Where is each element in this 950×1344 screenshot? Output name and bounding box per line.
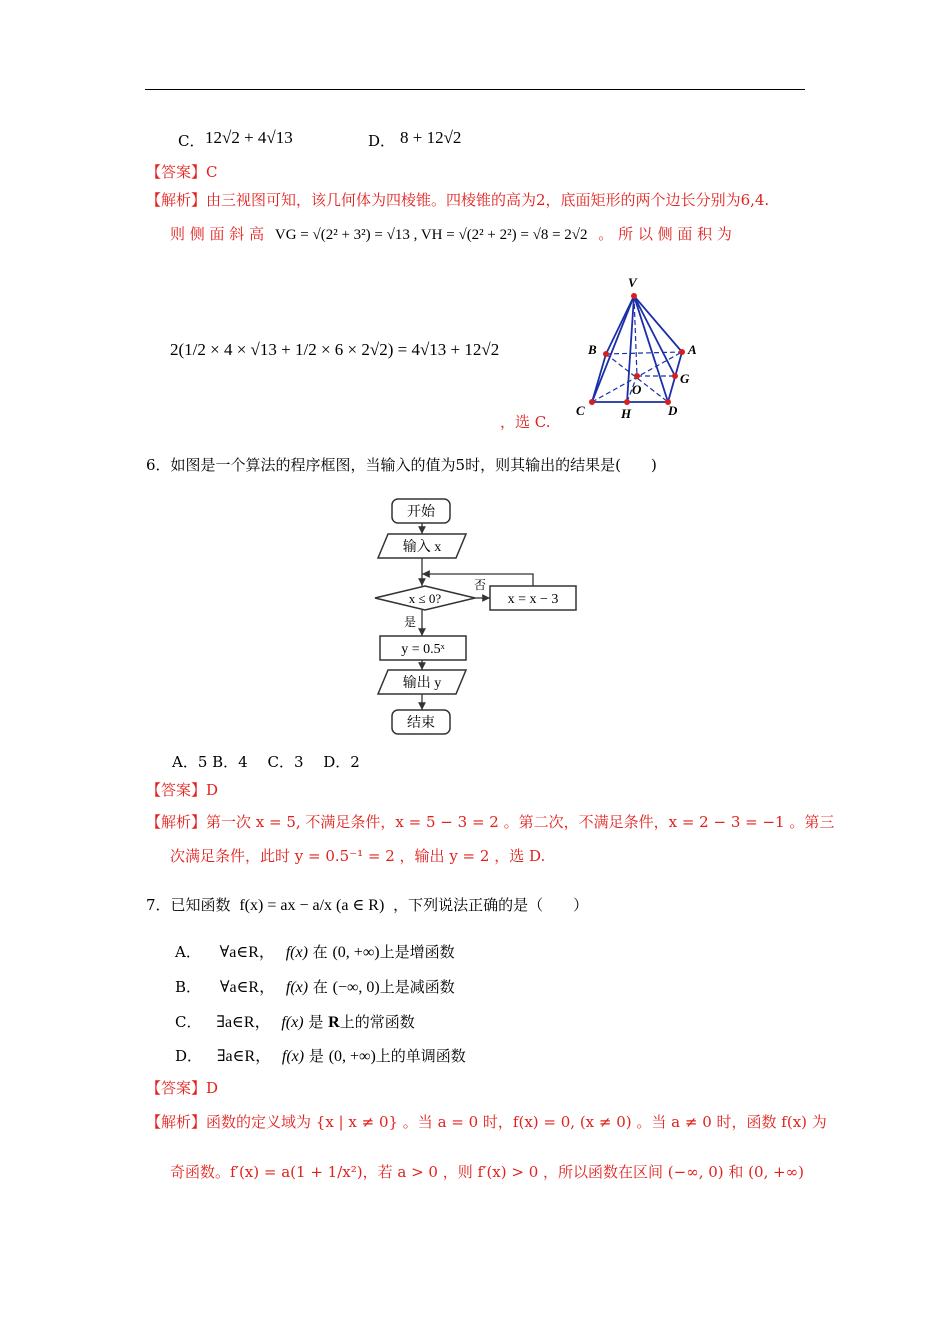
q6-answer: [146, 780, 218, 800]
label-a: A: [688, 342, 697, 357]
answer-tag: 【答案】: [146, 163, 207, 181]
flow-end-text: 结束: [407, 716, 435, 731]
flow-yes-label: 是: [403, 615, 417, 629]
answer-value: D: [206, 781, 219, 799]
answer-value: C: [206, 163, 218, 181]
q7-function-formula: f(x) = ax − a/x (a ∈ R): [239, 897, 385, 914]
q5-conclusion: ，选 C.: [500, 413, 551, 431]
option-quantifier: ∃a∈R，: [216, 1048, 272, 1065]
option-text2: 上的常函数: [339, 1013, 415, 1031]
label-o: O: [632, 382, 642, 397]
option-text2: 上的单调函数: [375, 1047, 466, 1065]
q7-option-a: [175, 942, 455, 963]
option-quantifier: ∀a∈R，: [219, 979, 276, 996]
q5-answer: [146, 162, 218, 182]
flow-update-text: x = x − 3: [507, 592, 559, 607]
option-label: C．: [175, 1013, 202, 1031]
point-a: [679, 349, 685, 355]
option-quantifier: ∃a∈R，: [216, 1014, 271, 1031]
q7-question-post: ，下列说法正确的是（ ）: [393, 896, 589, 914]
q7-option-d: [175, 1046, 466, 1067]
option-text1: 是: [308, 1013, 324, 1031]
slant-height-formula: VG = √(2² + 3²) = √13 , VH = √(2² + 2²) = √8 = 2√2: [274, 227, 588, 243]
option-text2: 上是减函数: [379, 978, 455, 996]
option-function: f(x): [281, 1014, 304, 1031]
q7-analysis-line2: 奇函数。f′(x) = a(1 + 1/x²)，若 a > 0 ，则 f′(x) > 0 ，所以函数在区间 (−∞, 0) 和 (0, +∞): [170, 1163, 805, 1181]
answer-value: D: [206, 1079, 219, 1097]
q7-option-b: [175, 977, 455, 998]
q5-option-d-label: D．: [368, 132, 396, 150]
flowchart: [370, 494, 585, 744]
point-h: [624, 399, 630, 405]
option-function: f(x): [285, 979, 309, 996]
label-b: B: [588, 342, 597, 357]
analysis-text: 由三视图可知，该几何体为四棱锥。四棱锥的高为2，底面矩形的两个边长分别为6,4.: [206, 191, 770, 209]
analysis-text: 第一次 x = 5, 不满足条件，x = 5 − 3 = 2 。第二次，不满足条件，x = 2 − 3 = −1 。第三: [206, 813, 835, 831]
option-label: B．: [175, 978, 202, 996]
option-label: D．: [175, 1047, 203, 1065]
label-h: H: [621, 406, 632, 421]
q5-option-d-value: [400, 128, 461, 148]
option-text2: 上是增函数: [379, 943, 455, 961]
label-v: V: [628, 275, 637, 290]
option-interval: (0, +∞): [328, 1048, 376, 1065]
option-interval: R: [328, 1014, 340, 1031]
flow-input-text: 输入 x: [402, 540, 442, 555]
option-text1: 在: [312, 978, 328, 996]
q5-area-formula: 2(1/2 × 4 × √13 + 1/2 × 6 × 2√2) = 4√13 + 12√2: [170, 340, 500, 359]
flow-output-text: 输出 y: [402, 676, 442, 691]
q7-answer: [146, 1078, 218, 1098]
option-quantifier: ∀a∈R，: [219, 944, 275, 961]
q5-option-d-formula: 8 + 12√2: [400, 128, 462, 147]
q5-option-c-value: [205, 128, 293, 148]
q5-option-c-label: C．: [178, 132, 205, 150]
option-label: A．: [175, 943, 201, 961]
flow-no-label: 否: [473, 578, 487, 592]
q5-option-c-formula: 12√2 + 4√13: [205, 128, 293, 147]
label-c: C: [576, 403, 585, 418]
option-function: f(x): [285, 944, 308, 961]
option-interval: (−∞, 0): [332, 979, 380, 996]
point-v: [631, 293, 637, 299]
point-c: [589, 399, 595, 405]
pyramid-figure: [570, 272, 710, 422]
option-text1: 是: [308, 1047, 324, 1065]
analysis-tag: 【解析】: [146, 191, 207, 209]
answer-tag: 【答案】: [146, 781, 207, 799]
option-function: f(x): [281, 1048, 305, 1065]
analysis-tag: 【解析】: [146, 813, 207, 831]
point-g: [672, 373, 678, 379]
q7-option-c: [175, 1012, 415, 1033]
analysis-tag: 【解析】: [146, 1113, 207, 1131]
q5-analysis-line1: [146, 190, 769, 210]
answer-tag: 【答案】: [146, 1079, 207, 1097]
analysis-text: 函数的定义域为 {x | x ≠ 0} 。当 a = 0 时，f(x) = 0, (x ≠ 0) 。当 a ≠ 0 时，函数 f(x) 为: [206, 1113, 827, 1131]
analysis-pre: 则 侧 面 斜 高: [170, 225, 265, 243]
point-b: [603, 351, 609, 357]
point-o: [634, 373, 640, 379]
flow-compute-text: y = 0.5ˣ: [401, 642, 445, 657]
q6-question: 6．如图是一个算法的程序框图，当输入的值为5时，则其输出的结果是( ): [146, 456, 657, 474]
option-text1: 在: [312, 943, 328, 961]
q7-question: [146, 895, 588, 916]
flow-start-text: 开始: [407, 505, 435, 520]
label-g: G: [680, 371, 690, 386]
analysis-post: 。 所 以 侧 面 积 为: [598, 225, 732, 243]
q7-question-pre: 7．已知函数: [146, 896, 231, 914]
q6-analysis-line2: 次满足条件，此时 y = 0.5⁻¹ = 2 ，输出 y = 2 ，选 D.: [170, 847, 546, 865]
flow-condition-text: x ≤ 0?: [408, 591, 442, 606]
q7-analysis-line1: [146, 1112, 827, 1132]
header-rule: [145, 89, 805, 90]
q5-analysis-line2: [170, 224, 732, 245]
q6-analysis-line1: [146, 812, 834, 832]
q6-options: A．5 B．4 C．3 D．2: [172, 753, 360, 771]
label-d: D: [668, 403, 678, 418]
option-interval: (0, +∞): [332, 944, 380, 961]
